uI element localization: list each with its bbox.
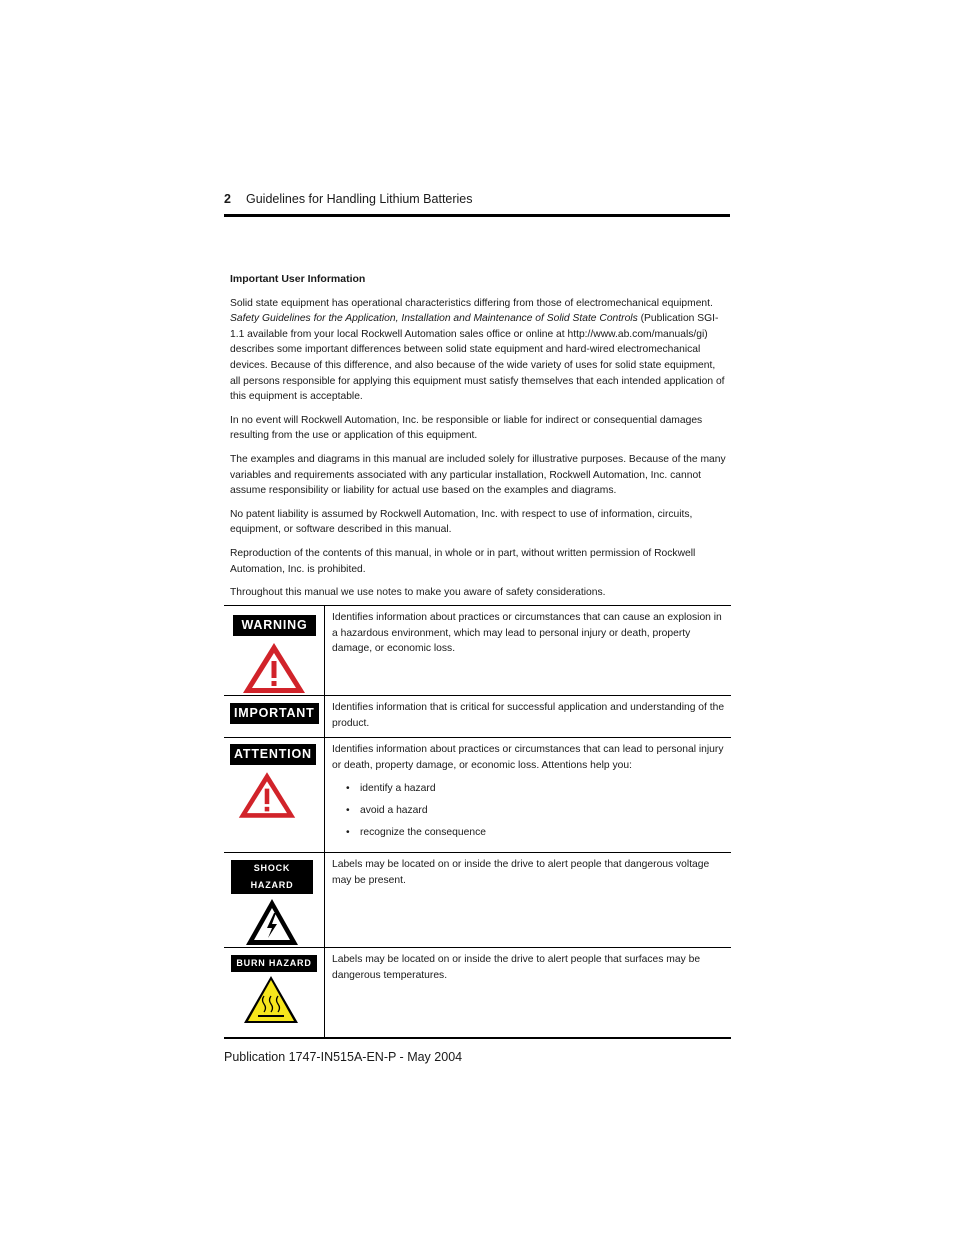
page-header — [224, 192, 730, 217]
burn-hazard-label: BURN HAZARD — [231, 955, 317, 972]
paragraph-5: Reproduction of the contents of this manual, in whole or in part, without written permission of Rockwell Automation, Inc. is prohibited. — [230, 547, 696, 575]
note-warning — [224, 606, 731, 696]
publication-footer: Publication 1747-IN515A-EN-P - May 2004 — [224, 1050, 463, 1064]
list-item: • identify a hazard — [360, 781, 727, 797]
page-number: 2 — [224, 192, 231, 206]
shock-hazard-text: Labels may be located on or inside the drive to alert people that dangerous voltage may be present. — [325, 853, 732, 948]
safety-notes-table — [224, 605, 731, 1039]
attention-bullets — [332, 781, 727, 840]
shock-hazard-label: SHOCK HAZARD — [231, 860, 313, 894]
header-title: Guidelines for Handling Lithium Batteries — [246, 192, 473, 206]
attention-text: Identifies information about practices or circumstances that can lead to personal injury or death, property damage, or economic loss. Attentions help you: — [332, 744, 724, 771]
paragraph-3: The examples and diagrams in this manual are included solely for illustrative purposes. Because of the many variables and requirements associated with any particular installation, Rockwell Automation, Inc. cannot assume responsibility or liability for actual use based on the examples and diagrams. — [230, 453, 726, 497]
burn-hazard-text: Labels may be located on or inside the drive to alert people that surfaces may be dangerous temperatures. — [325, 948, 732, 1038]
paragraph-1: Solid state equipment has operational characteristics differing from those of electromechanical equipment. Safety Guidelines for the Application, Installation and Maintenance of Solid State Controls (Publication SGI-1.1 available from your local Rockwell Automation sales office or online at http://www.ab.com/manuals/gi) describes some important differences between solid state equipment and hard-wired electromechanical devices. Because of this difference, and also because of the wide variety of uses for solid state equipment, all persons responsible for applying this equipment must satisfy themselves that each intended application of this equipment is acceptable. — [230, 297, 725, 403]
lightning-triangle-icon — [244, 897, 300, 947]
important-label: IMPORTANT — [230, 703, 319, 724]
note-important — [224, 696, 731, 738]
attention-label: ATTENTION — [230, 744, 316, 765]
paragraph-4: No patent liability is assumed by Rockwell Automation, Inc. with respect to use of information, circuits, equipment, or software described in this manual. — [230, 508, 693, 536]
warning-triangle-icon — [237, 770, 297, 820]
publication-title: Safety Guidelines for the Application, Installation and Maintenance of Solid State Controls — [230, 313, 638, 325]
paragraph-2: In no event will Rockwell Automation, Inc. be responsible or liable for indirect or consequential damages resulting from the use or application of this equipment. — [230, 414, 703, 442]
warning-label: WARNING — [233, 615, 316, 636]
warning-text: Identifies information about practices or circumstances that can cause an explosion in a hazardous environment, which may lead to personal injury or death, property damage, or economic loss. — [325, 606, 732, 696]
paragraph-6: Throughout this manual we use notes to make you aware of safety considerations. — [230, 587, 606, 599]
section-heading: Important User Information — [230, 273, 366, 285]
warning-triangle-icon — [241, 641, 307, 695]
list-item: • avoid a hazard — [360, 803, 727, 819]
note-attention — [224, 738, 731, 853]
hot-surface-icon — [242, 974, 300, 1026]
list-item: • recognize the consequence — [360, 825, 727, 841]
important-user-information — [230, 272, 726, 609]
note-burn-hazard — [224, 948, 731, 1038]
note-shock-hazard — [224, 853, 731, 948]
important-text: Identifies information that is critical for successful application and understanding of the product. — [325, 696, 732, 738]
